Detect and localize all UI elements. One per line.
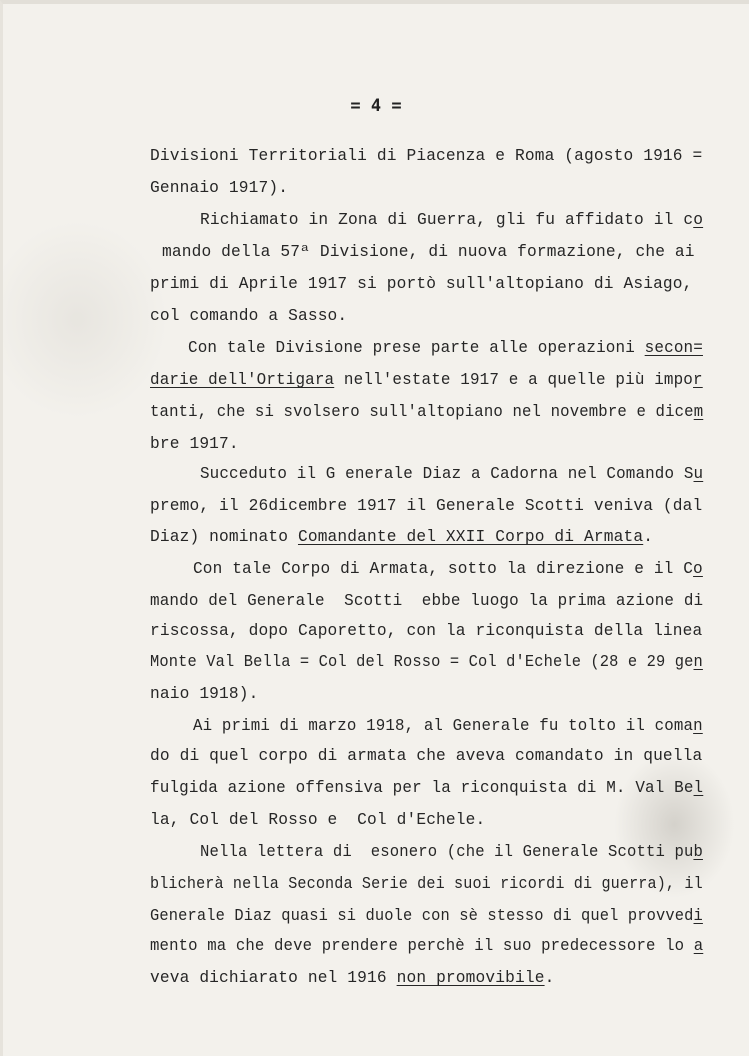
- text-segment: mando della 57ª Divisione, di nuova formazione, che ai: [162, 243, 695, 261]
- text-line: [150, 274, 693, 294]
- text-segment: riscossa, dopo Caporetto, con la riconquista della linea: [150, 622, 703, 640]
- underlined-text: o: [693, 560, 703, 578]
- text-segment: Monte Val Bella = Col del Rosso = Col d'Echele (28 e 29 ge: [150, 653, 694, 671]
- text-segment: Succeduto il G enerale Diaz a Cadorna nel Comando S: [200, 465, 694, 483]
- underlined-text: r: [693, 371, 703, 389]
- text-line: [150, 146, 702, 166]
- text-line: [150, 402, 703, 422]
- text-segment: tanti, che si svolsero sull'altopiano nel novembre e dice: [150, 403, 694, 421]
- text-segment: bre 1917.: [150, 435, 239, 453]
- text-segment: nell'estate 1917 e a quelle più impo: [334, 371, 694, 389]
- underlined-text: n: [693, 653, 703, 671]
- text-segment: Gennaio 1917).: [150, 179, 289, 197]
- text-line: [193, 716, 703, 736]
- text-line: [162, 242, 695, 262]
- text-segment: naio 1918).: [150, 685, 259, 703]
- text-segment: Generale Diaz quasi si duole con sè stesso di quel provved: [150, 907, 694, 925]
- underlined-text: o: [693, 211, 704, 229]
- text-line: [150, 370, 703, 390]
- text-line: [200, 464, 703, 484]
- text-segment: mando del Generale Scotti ebbe luogo la prima azione di: [150, 592, 704, 610]
- text-line: [200, 210, 703, 230]
- underlined-text: l: [693, 779, 704, 797]
- text-line: [150, 810, 485, 830]
- text-segment: la, Col del Rosso e Col d'Echele.: [150, 811, 486, 829]
- text-line: [150, 591, 703, 611]
- text-line: [150, 434, 239, 454]
- text-segment: .: [544, 969, 555, 987]
- text-segment: Divisioni Territoriali di Piacenza e Roma (agosto 1916 =: [150, 147, 703, 165]
- text-segment: blicherà nella Seconda Serie dei suoi ricordi di guerra), il: [150, 875, 703, 893]
- text-line: [200, 842, 703, 862]
- text-line: [150, 936, 703, 956]
- text-segment: .: [643, 528, 654, 546]
- underlined-text: i: [693, 907, 703, 925]
- text-segment: Ai primi di marzo 1918, al Generale fu tolto il coma: [193, 717, 694, 735]
- text-line: [150, 874, 703, 894]
- text-line: [150, 778, 703, 798]
- text-line: [150, 527, 653, 547]
- text-segment: Con tale Divisione prese parte alle operazioni: [188, 339, 645, 357]
- text-segment: veva dichiarato nel 1916: [150, 969, 397, 987]
- text-segment: do di quel corpo di armata che aveva comandato in quella: [150, 747, 703, 765]
- text-segment: Con tale Corpo di Armata, sotto la direzione e il C: [193, 560, 694, 578]
- text-line: [150, 178, 288, 198]
- text-line: [150, 906, 703, 926]
- text-segment: Nella lettera di esonero (che il Generale Scotti pu: [200, 843, 694, 861]
- text-segment: Richiamato in Zona di Guerra, gli fu affidato il c: [200, 211, 694, 229]
- underlined-text: b: [693, 843, 703, 861]
- underlined-text: darie dell'Ortigara: [150, 371, 335, 389]
- text-line: [150, 496, 702, 516]
- text-segment: fulgida azione offensiva per la riconquista di M. Val Be: [150, 779, 694, 797]
- text-segment: mento ma che deve prendere perchè il suo predecessore lo: [150, 937, 694, 955]
- text-segment: premo, il 26dicembre 1917 il Generale Scotti veniva (dal: [150, 497, 703, 515]
- underlined-text: n: [693, 717, 703, 735]
- text-line: [150, 968, 554, 988]
- text-line: [193, 559, 703, 579]
- text-segment: primi di Aprile 1917 si portò sull'altopiano di Asiago,: [150, 275, 693, 293]
- text-line: [150, 684, 259, 704]
- text-line: [150, 621, 702, 641]
- text-line: [150, 306, 347, 326]
- underlined-text: a: [693, 937, 704, 955]
- text-line: [150, 652, 703, 672]
- underlined-text: secon=: [644, 339, 703, 357]
- underlined-text: non promovibile: [396, 969, 545, 987]
- underlined-text: m: [693, 403, 704, 421]
- text-segment: Diaz) nominato: [150, 528, 298, 546]
- text-segment: col comando a Sasso.: [150, 307, 348, 325]
- text-line: [188, 338, 703, 358]
- underlined-text: Comandante del XXII Corpo di Armata: [297, 528, 644, 546]
- text-line: [150, 746, 702, 766]
- page-number: = 4 =: [350, 96, 402, 116]
- underlined-text: u: [693, 465, 704, 483]
